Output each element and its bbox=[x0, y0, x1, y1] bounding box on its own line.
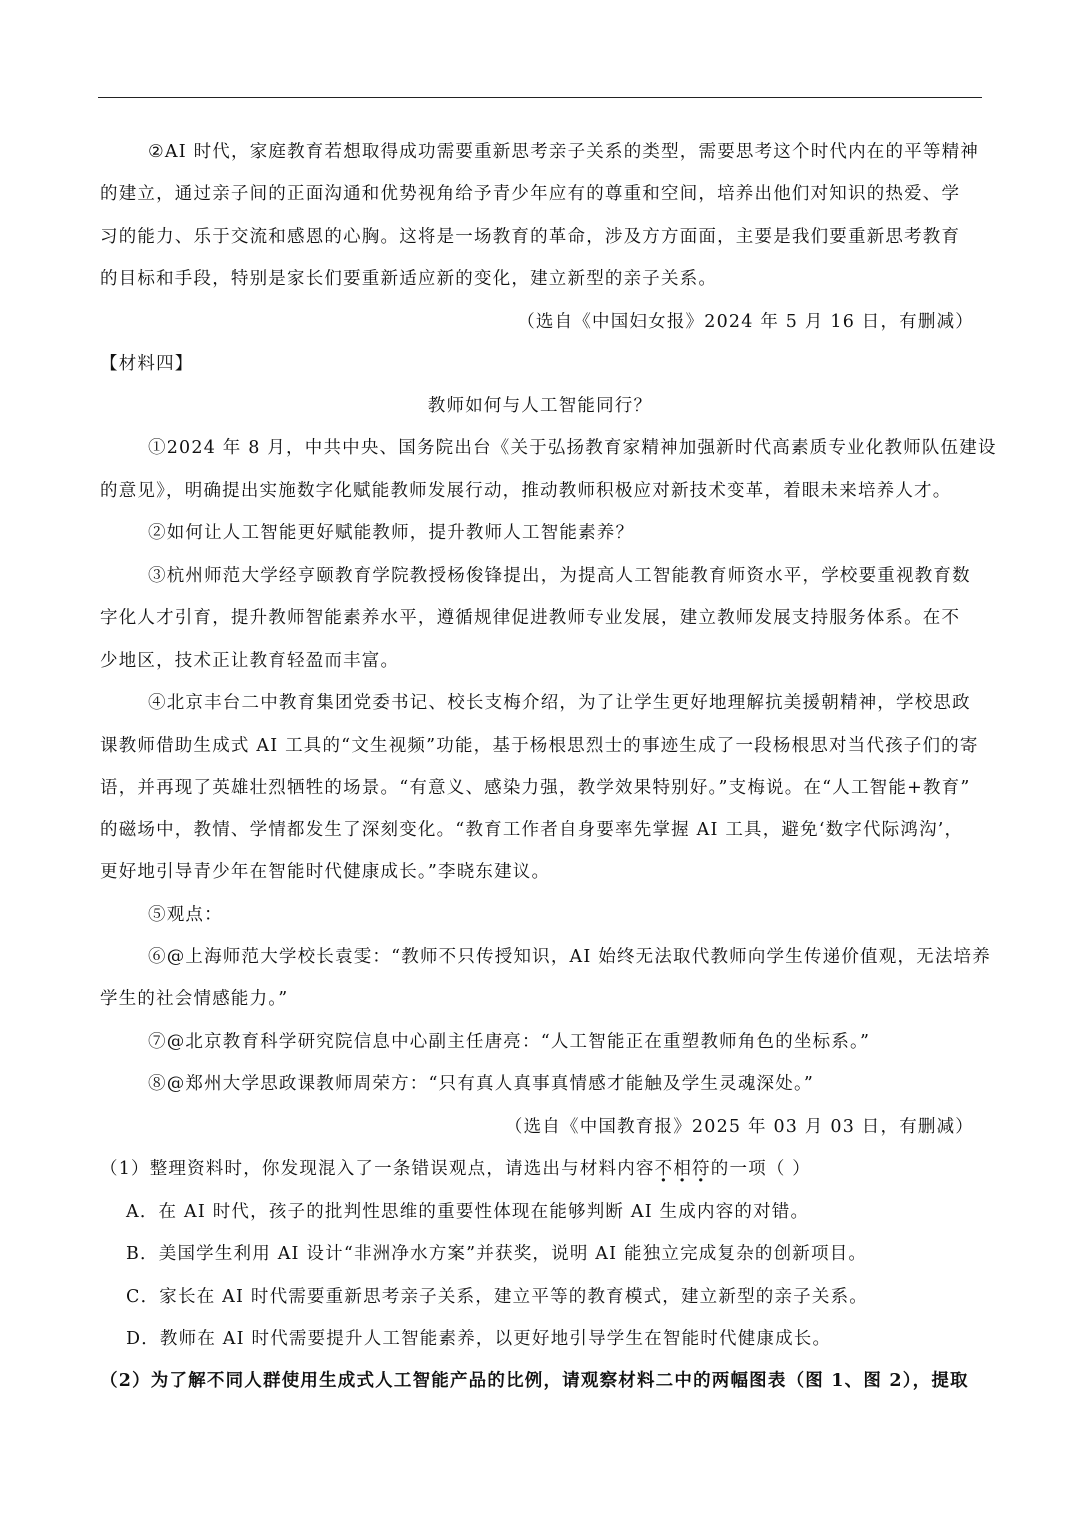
m4-p4-line: ④北京丰台二中教育集团党委书记、校长支梅介绍，为了让学生更好地理解抗美援朝精神，学校思政 bbox=[148, 693, 971, 713]
q2-stem: （2）为了解不同人群使用生成式人工智能产品的比例，请观察材料二中的两幅图表（图 1、图 2），提取 bbox=[100, 1371, 969, 1391]
m4-source: （选自《中国教育报》2025 年 03 月 03 日，有删减） bbox=[504, 1117, 974, 1137]
m3-p2-line: 的建立，通过亲子间的正面沟通和优势视角给予青少年应有的尊重和空间，培养出他们对知识的热爱、学 bbox=[100, 184, 961, 204]
m4-p2: ②如何让人工智能更好赋能教师，提升教师人工智能素养？ bbox=[148, 523, 635, 543]
emphasis-dot-char: 不 bbox=[654, 1159, 674, 1179]
m4-p6-line: 学生的社会情感能力。” bbox=[100, 989, 289, 1009]
m3-p2-line: ②AI 时代，家庭教育若想取得成功需要重新思考亲子关系的类型，需要思考这个时代内在的平等精神 bbox=[148, 142, 979, 162]
m4-heading: 【材料四】 bbox=[100, 354, 194, 374]
q1-stem-before: （1）整理资料时，你发现混入了一条错误观点，请选出与材料内容 bbox=[100, 1159, 655, 1179]
m4-p7: ⑦@北京教育科学研究院信息中心副主任唐亮：“人工智能正在重塑教师角色的坐标系。” bbox=[148, 1032, 871, 1052]
emphasis-dot-char: 符 bbox=[692, 1159, 711, 1179]
m4-p5: ⑤观点： bbox=[148, 905, 223, 925]
m4-p3-line: 少地区，技术正让教育轻盈而丰富。 bbox=[100, 651, 400, 671]
q1-stem-after: 的一项（ ） bbox=[710, 1159, 812, 1179]
emphasis-dot-char: 相 bbox=[673, 1159, 693, 1179]
m3-source: （选自《中国妇女报》2024 年 5 月 16 日，有删减） bbox=[517, 312, 974, 332]
m4-p3-line: ③杭州师范大学经亨颐教育学院教授杨俊锋提出，为提高人工智能教育师资水平，学校要重视教育数 bbox=[148, 566, 971, 586]
m4-p4-line: 的磁场中，教情、学情都发生了深刻变化。“教育工作者自身要率先掌握 AI 工具，避免‘数字代际鸿沟’， bbox=[100, 820, 964, 840]
q1-option-a[interactable]: A．在 AI 时代，孩子的批判性思维的重要性体现在能够判断 AI 生成内容的对错。 bbox=[126, 1202, 810, 1222]
m4-p4-line: 更好地引导青少年在智能时代健康成长。”李晓东建议。 bbox=[100, 862, 551, 882]
header-rule bbox=[98, 97, 982, 98]
m3-p2-line: 习的能力、乐于交流和感恩的心胸。这将是一场教育的革命，涉及方方面面，主要是我们要重新思考教育 bbox=[100, 227, 961, 247]
m4-p4-line: 课教师借助生成式 AI 工具的“文生视频”功能，基于杨根思烈士的事迹生成了一段杨根思对当代孩子们的寄 bbox=[100, 736, 979, 756]
q1-stem-dotted bbox=[655, 1159, 711, 1179]
q1-option-d[interactable]: D．教师在 AI 时代需要提升人工智能素养，以更好地引导学生在智能时代健康成长。 bbox=[126, 1329, 832, 1349]
m4-p4-line: 语，并再现了英雄壮烈牺牲的场景。“有意义、感染力强，教学效果特别好。”支梅说。在“人工智能+教育” bbox=[100, 778, 971, 798]
q1-option-c[interactable]: C．家长在 AI 时代需要重新思考亲子关系，建立平等的教育模式，建立新型的亲子关系。 bbox=[126, 1287, 868, 1307]
q1-option-b[interactable]: B．美国学生利用 AI 设计“非洲净水方案”并获奖，说明 AI 能独立完成复杂的创新项目。 bbox=[126, 1244, 868, 1264]
m4-p8: ⑧@郑州大学思政课教师周荣方：“只有真人真事真情感才能触及学生灵魂深处。” bbox=[148, 1074, 815, 1094]
m4-title: 教师如何与人工智能同行？ bbox=[427, 396, 653, 416]
m4-p1-line: ①2024 年 8 月，中共中央、国务院出台《关于弘扬教育家精神加强新时代高素质专业化教师队伍建设 bbox=[148, 438, 997, 458]
m4-p6-line: ⑥@上海师范大学校长袁雯：“教师不只传授知识，AI 始终无法取代教师向学生传递价值观，无法培养 bbox=[148, 947, 991, 967]
m4-p1-line: 的意见》，明确提出实施数字化赋能教师发展行动，推动教师积极应对新技术变革，着眼未来培养人才。 bbox=[100, 481, 952, 501]
q1-stem bbox=[100, 1159, 811, 1179]
m3-p2-line: 的目标和手段，特别是家长们要重新适应新的变化，建立新型的亲子关系。 bbox=[100, 269, 718, 289]
m4-p3-line: 字化人才引育，提升教师智能素养水平，遵循规律促进教师专业发展，建立教师发展支持服务体系。在不 bbox=[100, 608, 961, 628]
